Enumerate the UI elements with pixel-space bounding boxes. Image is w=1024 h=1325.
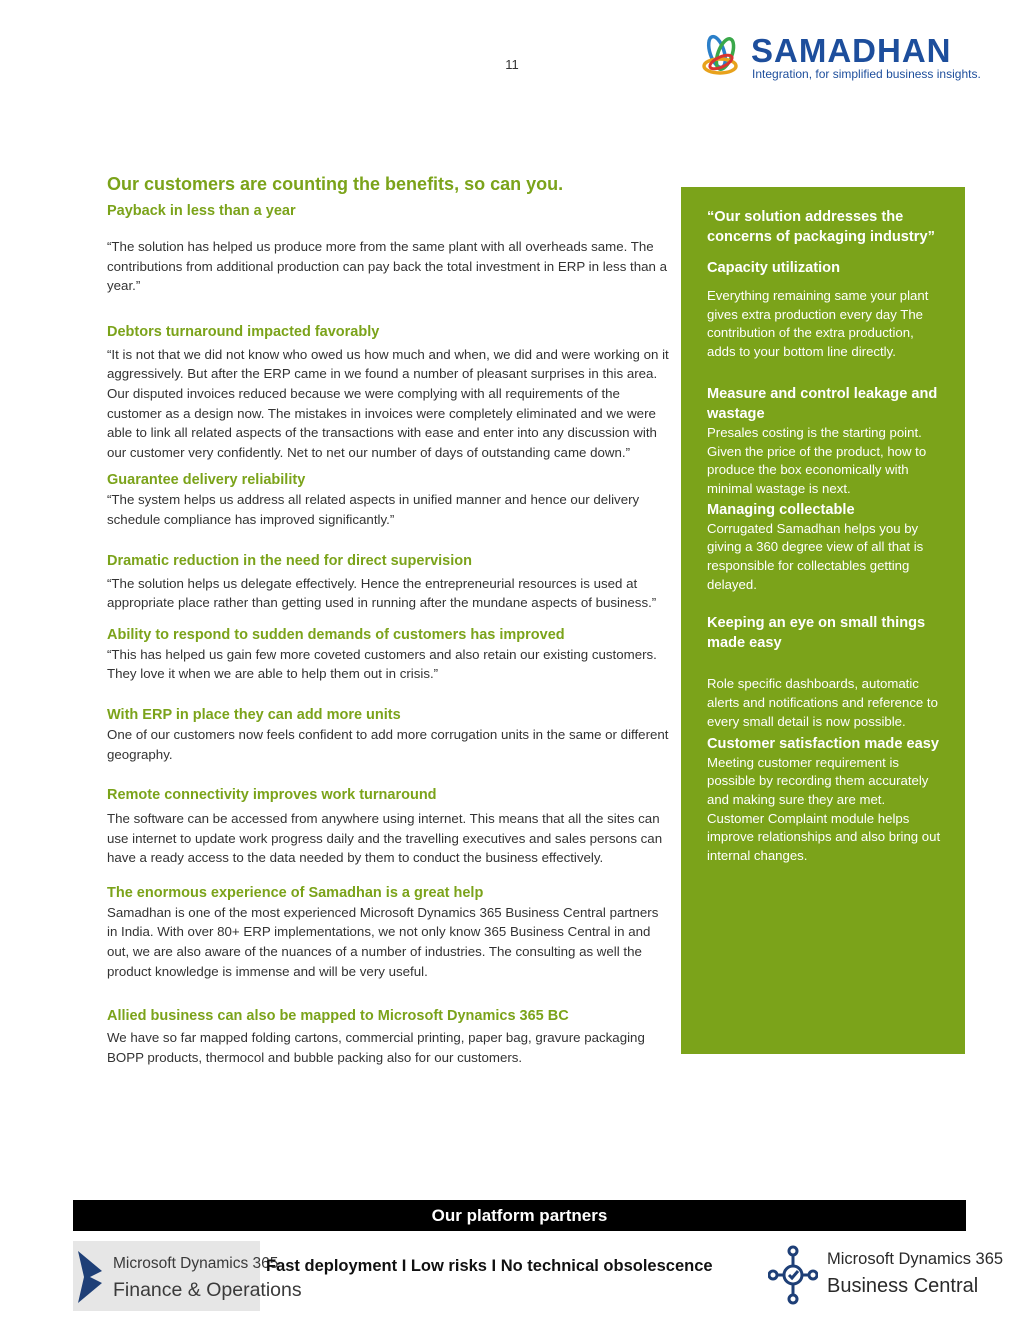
benefit-body: The software can be accessed from anywhere using internet. This means that all the sites can use internet to update work progress daily and the travelling executives and sales persons can have a ready access to the data needed by them to conduct the business effectively. bbox=[107, 811, 663, 866]
page-number: 11 bbox=[505, 57, 519, 72]
benefit-section bbox=[107, 552, 672, 613]
benefit-title: Allied business can also be mapped to Microsoft Dynamics 365 BC bbox=[107, 1008, 569, 1025]
benefit-section bbox=[107, 1007, 672, 1067]
benefit-body: We have so far mapped folding cartons, commercial printing, paper bag, gravure packaging BOPP products, thermocol and bubble packing also for our customers. bbox=[107, 1030, 645, 1065]
bc-logo-line1: Microsoft Dynamics 365 bbox=[827, 1250, 1004, 1268]
benefit-section bbox=[107, 626, 672, 684]
benefit-body: “The solution helps us delegate effectively. Hence the entrepreneurial resources is used at appropriate place rather than getting used in running after the mundane aspects of business.” bbox=[107, 575, 657, 611]
benefit-section bbox=[107, 471, 672, 529]
partners-heading: Our platform partners bbox=[73, 1200, 966, 1231]
benefit-body: One of our customers now feels confident to add more corrugation units in the same or different geography. bbox=[107, 726, 669, 762]
benefit-title: Guarantee delivery reliability bbox=[107, 472, 306, 489]
benefit-section bbox=[107, 884, 672, 981]
bc-logo-line2: Business Central bbox=[827, 1275, 979, 1297]
sidebar-item-title: Keeping an eye on small things made easy bbox=[707, 615, 926, 652]
samadhan-logo-mark-icon bbox=[695, 32, 751, 84]
business-central-logo-icon bbox=[768, 1245, 818, 1305]
main-heading: Our customers are counting the benefits, so can you. bbox=[107, 174, 564, 194]
partners-tagline: Fast deployment I Low risks I No technical obsolescence bbox=[266, 1257, 713, 1275]
benefit-body: Samadhan is one of the most experienced Microsoft Dynamics 365 Business Central partners in India. With over 80+ ERP implementations, we not only know 365 Business Central in and out, we are also aware of the nuances of a number of industries. The consulting as well the product knowledge is immense and will be very useful. bbox=[107, 904, 659, 979]
sidebar-item-body: Role specific dashboards, automatic alerts and notifications and reference to every small detail is now possible. bbox=[707, 676, 938, 729]
benefit-title: Debtors turnaround impacted favorably bbox=[107, 323, 380, 340]
sidebar-item-body: Corrugated Samadhan helps you by giving a 360 degree view of all that is responsible for collectables getting delayed. bbox=[707, 520, 924, 592]
benefit-section bbox=[107, 323, 672, 463]
sidebar-item-body: Presales costing is the starting point. Given the price of the product, how to produce the box economically with minimal wastage is next. bbox=[707, 424, 927, 496]
benefit-title: Remote connectivity improves work turnaround bbox=[107, 787, 437, 804]
dynamics-365-finance-operations-logo bbox=[73, 1241, 302, 1311]
benefits-sidebar bbox=[681, 187, 965, 1054]
sidebar-item-title: Capacity utilization bbox=[707, 260, 840, 276]
benefit-section bbox=[107, 202, 672, 296]
benefits-column bbox=[107, 202, 672, 1067]
dynamics-365-business-central-logo bbox=[768, 1244, 1004, 1306]
sidebar-item-body: Meeting customer requirement is possible by recording them accurately and making sure they are met. Customer Complaint module helps improve relationships and also bring out internal changes. bbox=[707, 754, 941, 864]
benefit-body: “This has helped us gain few more coveted customers and also retain our existing customers. They love it when we are able to help them out in crisis.” bbox=[107, 646, 657, 682]
sidebar-quote: “Our solution addresses the concerns of packaging industry” bbox=[707, 209, 935, 245]
sidebar-item-body: Everything remaining same your plant gives extra production every day The contribution of the extra production, adds to your bottom line directly. bbox=[707, 288, 929, 360]
benefit-title: Dramatic reduction in the need for direct supervision bbox=[107, 552, 472, 569]
benefit-section bbox=[107, 706, 672, 764]
benefit-title: Payback in less than a year bbox=[107, 203, 296, 219]
benefit-title: Ability to respond to sudden demands of customers has improved bbox=[107, 626, 565, 643]
brand-name: SAMADHAN bbox=[751, 32, 952, 69]
fo-logo-line1: Microsoft Dynamics 365 bbox=[113, 1255, 279, 1272]
dynamics-365-logo-icon bbox=[76, 1249, 106, 1305]
benefit-body: “It is not that we did not know who owed us how much and when, we did and were working on it aggressively. But after the ERP came in we found a number of pleasant surprises in this area. Our disputed invoices reduced because we were complying with all requirements of the customer as a design now. The mistakes in invoices were completely eliminated and we were able to link all related aspects of the transactions with ease and enter into any discussion with our customer very confidently. Net to net our number of days of outstanding came down.” bbox=[107, 346, 669, 460]
benefit-title: With ERP in place they can add more units bbox=[107, 706, 401, 723]
benefit-body: “The solution has helped us produce more from the same plant with all overheads same. The contributions from additional production can pay back the total investment in ERP in less than a year.” bbox=[107, 239, 668, 294]
sidebar-item-title: Measure and control leakage and wastage bbox=[707, 385, 938, 422]
brand-tagline: Integration, for simplified business insights. bbox=[752, 67, 981, 81]
fo-logo-line2: Finance & Operations bbox=[113, 1279, 302, 1301]
sidebar-item-title: Customer satisfaction made easy bbox=[707, 735, 939, 752]
sidebar-item-title: Managing collectable bbox=[707, 501, 855, 518]
samadhan-logo bbox=[695, 32, 995, 84]
benefit-body: “The system helps us address all related aspects in unified manner and hence our delivery schedule compliance has improved significantly.” bbox=[107, 492, 640, 527]
benefit-title: The enormous experience of Samadhan is a great help bbox=[107, 884, 484, 901]
benefit-section bbox=[107, 786, 672, 868]
